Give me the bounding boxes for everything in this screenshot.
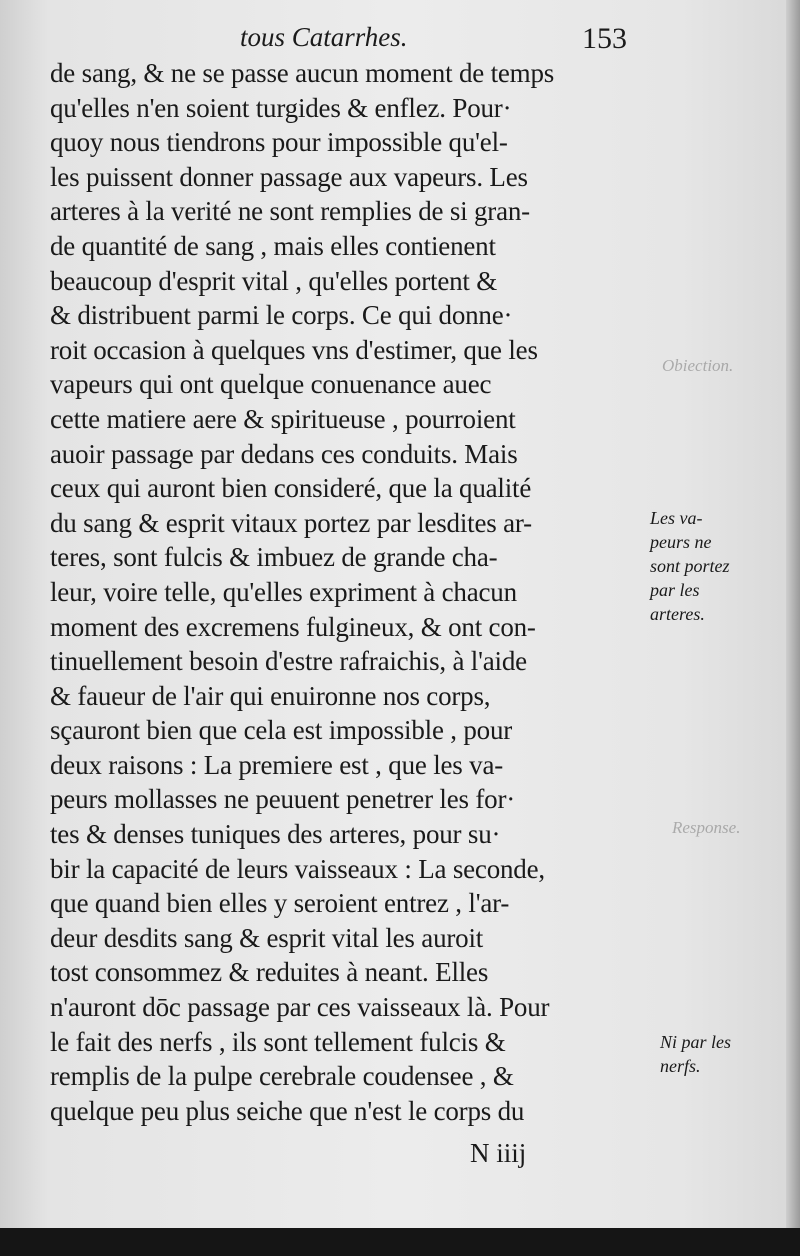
margin-note-line: Ni par les xyxy=(660,1032,732,1052)
text-line: quoy nous tiendrons pour impossible qu'el- xyxy=(50,127,508,158)
margin-note-nerves xyxy=(660,1030,800,1078)
margin-note-line: Les va- xyxy=(650,508,703,528)
margin-note-line: arteres. xyxy=(650,604,705,624)
text-line: roit occasion à quelques vns d'estimer, que les xyxy=(50,334,538,365)
text-line: n'auront dōc passage par ces vaisseaux là. Pour xyxy=(50,992,550,1023)
text-line: arteres à la verité ne sont remplies de si gran- xyxy=(50,196,530,227)
text-line: que quand bien elles y seroient entrez , l'ar- xyxy=(50,888,510,919)
text-line: du sang & esprit vitaux portez par lesdites ar- xyxy=(50,507,532,538)
bleed-through-ghost-note: Response. xyxy=(672,818,741,837)
text-line: bir la capacité de leurs vaisseaux : La seconde, xyxy=(50,853,545,884)
text-line: qu'elles n'en soient turgides & enflez. Pour· xyxy=(50,92,512,123)
text-line: leur, voire telle, qu'elles expriment à chacun xyxy=(50,576,517,607)
margin-note-arteries xyxy=(650,506,790,626)
main-text-block xyxy=(50,56,650,1128)
text-line: vapeurs qui ont quelque conuenance auec xyxy=(50,369,492,400)
text-line: cette matiere aere & spiritueuse , pourroient xyxy=(50,403,516,434)
text-line: teres, sont fulcis & imbuez de grande cha- xyxy=(50,542,498,573)
text-line: de quantité de sang , mais elles contienent xyxy=(50,230,496,261)
margin-note-line: sont portez xyxy=(650,556,730,576)
text-line: quelque peu plus seiche que n'est le corps du xyxy=(50,1095,525,1126)
text-line: tinuellement besoin d'estre rafraichis, à l'aide xyxy=(50,646,527,677)
text-line: tost consommez & reduites à neant. Elles xyxy=(50,957,489,988)
page-header xyxy=(0,12,660,55)
text-line: auoir passage par dedans ces conduits. Mais xyxy=(50,438,518,469)
text-line: sçauront bien que cela est impossible , pour xyxy=(50,715,513,746)
bleed-through-ghost-note: Obiection. xyxy=(662,356,734,375)
text-line: tes & denses tuniques des arteres, pour su· xyxy=(50,819,501,850)
text-line: & faueur de l'air qui enuironne nos corps, xyxy=(50,680,491,711)
text-line: les puissent donner passage aux vapeurs. Les xyxy=(50,161,528,192)
text-line: beaucoup d'esprit vital , qu'elles portent & xyxy=(50,265,498,296)
margin-note-line: par les xyxy=(650,580,700,600)
margin-note-line: peurs ne xyxy=(650,532,712,552)
text-line: ceux qui auront bien consideré, que la qualité xyxy=(50,473,532,504)
text-line: deur desdits sang & esprit vital les auroit xyxy=(50,922,484,953)
margin-note-line: nerfs. xyxy=(660,1056,701,1076)
text-line: deux raisons : La premiere est , que les va- xyxy=(50,749,504,780)
text-line: remplis de la pulpe cerebrale coudensee , & xyxy=(50,1061,514,1092)
page-number: 153 xyxy=(582,22,627,55)
text-line: & distribuent parmi le corps. Ce qui donne· xyxy=(50,300,513,331)
text-line: le fait des nerfs , ils sont tellement fulcis & xyxy=(50,1026,506,1057)
text-line: moment des excremens fulgineux, & ont con- xyxy=(50,611,536,642)
text-line: de sang, & ne se passe aucun moment de temps xyxy=(50,58,555,88)
text-line: peurs mollasses ne peuuent penetrer les for· xyxy=(50,784,516,815)
running-title: tous Catarrhes. xyxy=(240,22,408,52)
scan-border xyxy=(0,1228,800,1256)
catchword-signature: N iiij xyxy=(470,1138,527,1168)
